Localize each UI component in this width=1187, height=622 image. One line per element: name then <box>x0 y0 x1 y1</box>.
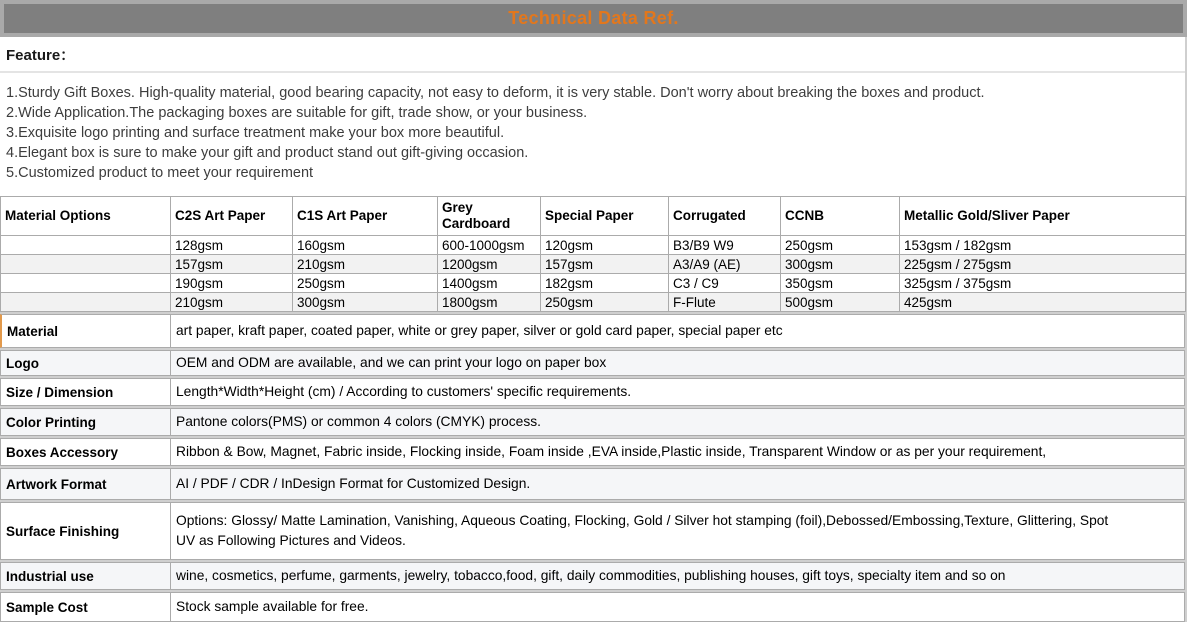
materials-cell: B3/B9 W9 <box>669 236 781 255</box>
spec-table <box>0 314 1187 622</box>
materials-cell: 250gsm <box>541 293 669 312</box>
spec-row-label: Artwork Format <box>1 469 171 499</box>
materials-cell <box>1 274 171 293</box>
materials-cell: 1800gsm <box>438 293 541 312</box>
spec-row-value: OEM and ODM are available, and we can print your logo on paper box <box>176 355 607 370</box>
materials-cell: 210gsm <box>293 255 438 274</box>
materials-cell <box>1 255 171 274</box>
spec-row-value: wine, cosmetics, perfume, garments, jewelry, tobacco,food, gift, daily commodities, publishing houses, gift toys, specialty item and so on <box>176 568 1006 583</box>
materials-cell: 425gsm <box>900 293 1186 312</box>
window-frame-top <box>0 0 1187 37</box>
materials-header-cell: Grey Cardboard <box>438 197 541 236</box>
materials-cell: A3/A9 (AE) <box>669 255 781 274</box>
materials-header-cell: Material Options <box>1 197 171 236</box>
materials-cell: 250gsm <box>293 274 438 293</box>
materials-row <box>1 293 1186 312</box>
materials-cell: 120gsm <box>541 236 669 255</box>
spec-row-label: Boxes Accessory <box>1 439 171 465</box>
spec-row <box>0 408 1185 436</box>
spec-row <box>0 468 1185 500</box>
materials-cell: 1200gsm <box>438 255 541 274</box>
materials-header-cell: C2S Art Paper <box>171 197 293 236</box>
spec-row-value: Length*Width*Height (cm) / According to customers' specific requirements. <box>176 384 632 399</box>
page-title: Technical Data Ref. <box>4 4 1183 33</box>
materials-cell: 182gsm <box>541 274 669 293</box>
materials-row <box>1 255 1186 274</box>
spec-row-value: Ribbon & Bow, Magnet, Fabric inside, Flocking inside, Foam inside ,EVA inside,Plastic inside, Transparent Window or as per your requirement, <box>176 444 1047 459</box>
materials-cell: 128gsm <box>171 236 293 255</box>
spec-row-value: Options: Glossy/ Matte Lamination, Vanishing, Aqueous Coating, Flocking, Gold / Silver hot stamping (foil),Debossed/Embossing,Texture, Glittering, Spot UV as Following Pictures and Videos. <box>176 513 1109 548</box>
materials-cell: 157gsm <box>171 255 293 274</box>
spec-row-label: Size / Dimension <box>1 379 171 405</box>
materials-cell: 157gsm <box>541 255 669 274</box>
materials-cell: 300gsm <box>781 255 900 274</box>
materials-cell: 600-1000gsm <box>438 236 541 255</box>
materials-cell: C3 / C9 <box>669 274 781 293</box>
spec-row-value: Pantone colors(PMS) or common 4 colors (CMYK) process. <box>176 414 541 429</box>
spec-row <box>0 592 1185 622</box>
materials-cell: 325gsm / 375gsm <box>900 274 1186 293</box>
spec-row-value: AI / PDF / CDR / InDesign Format for Customized Design. <box>176 476 531 491</box>
feature-list <box>0 73 1185 196</box>
materials-cell <box>1 236 171 255</box>
materials-cell <box>1 293 171 312</box>
spec-row <box>0 438 1185 466</box>
spec-row-label: Sample Cost <box>1 593 171 621</box>
materials-row <box>1 274 1186 293</box>
materials-row <box>1 236 1186 255</box>
spec-row-label: Logo <box>1 351 171 375</box>
materials-cell: 225gsm / 275gsm <box>900 255 1186 274</box>
feature-item: 2.Wide Application.The packaging boxes are suitable for gift, trade show, or your business. <box>6 105 588 121</box>
materials-header-cell: Metallic Gold/Sliver Paper <box>900 197 1186 236</box>
spec-row <box>0 378 1185 406</box>
spec-row-label: Surface Finishing <box>1 503 171 559</box>
feature-heading: Feature： <box>0 37 1185 73</box>
spec-row-value: Stock sample available for free. <box>176 599 369 614</box>
spec-row <box>0 350 1185 376</box>
spec-row <box>0 562 1185 590</box>
spec-row-value: art paper, kraft paper, coated paper, white or grey paper, silver or gold card paper, special paper etc <box>176 323 783 338</box>
materials-cell: 300gsm <box>293 293 438 312</box>
materials-cell: F-Flute <box>669 293 781 312</box>
materials-header-cell: CCNB <box>781 197 900 236</box>
materials-header-cell: C1S Art Paper <box>293 197 438 236</box>
materials-cell: 210gsm <box>171 293 293 312</box>
feature-item: 1.Sturdy Gift Boxes. High-quality material, good bearing capacity, not easy to deform, it is very stable. Don't worry about breaking the boxes and product. <box>6 85 985 101</box>
feature-item: 5.Customized product to meet your requirement <box>6 165 314 181</box>
materials-cell: 190gsm <box>171 274 293 293</box>
materials-header-cell: Special Paper <box>541 197 669 236</box>
materials-cell: 160gsm <box>293 236 438 255</box>
materials-cell: 500gsm <box>781 293 900 312</box>
spec-row <box>0 314 1185 348</box>
material-options-table <box>0 196 1186 312</box>
materials-cell: 250gsm <box>781 236 900 255</box>
spec-row-label: Material <box>2 315 171 347</box>
feature-item: 4.Elegant box is sure to make your gift and product stand out gift-giving occasion. <box>6 145 529 161</box>
materials-cell: 1400gsm <box>438 274 541 293</box>
spec-row-label: Color Printing <box>1 409 171 435</box>
materials-header-cell: Corrugated <box>669 197 781 236</box>
feature-item: 3.Exquisite logo printing and surface treatment make your box more beautiful. <box>6 125 505 141</box>
materials-header-row <box>1 197 1186 236</box>
spec-row-label: Industrial use <box>1 563 171 589</box>
materials-cell: 153gsm / 182gsm <box>900 236 1186 255</box>
materials-cell: 350gsm <box>781 274 900 293</box>
spec-row <box>0 502 1185 560</box>
feature-section <box>0 37 1185 196</box>
